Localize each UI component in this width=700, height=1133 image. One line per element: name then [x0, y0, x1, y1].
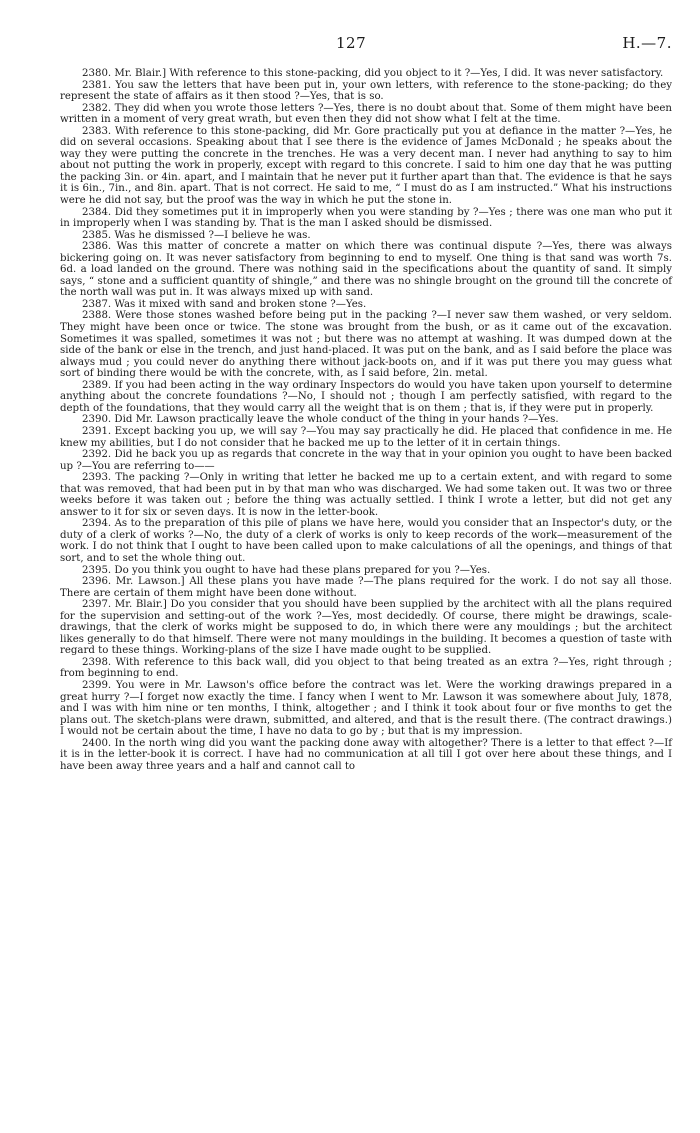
paragraph-2394: 2394. As to the preparation of this pile of plans we have here, would you consider that an Inspector's duty, or the duty of a clerk of works ?—No, the duty of a clerk of works is only to keep records of the work—measurement of the work. I do not think that I ought to have been called upon to make calculations of all the openings, and things of that sort, and to set the whole thing out. — [60, 518, 672, 564]
paragraph-2387: 2387. Was it mixed with sand and broken stone ?—Yes. — [82, 298, 367, 310]
testimony-text — [60, 68, 672, 772]
paragraph-2385: 2385. Was he dismissed ?—I believe he was. — [82, 229, 311, 241]
paragraph-2397: 2397. Mr. Blair.] Do you consider that you should have been supplied by the architect with all the plans required for the supervision and setting-out of the work ?—Yes, most decidedly. Of course, there might be drawings, scale-drawings, that the clerk of works might be supposed to do, in which there were any mouldings ; but the architect likes generally to do that himself. There were not many mouldings in the building. It becomes a question of taste with regard to these things. Working-plans of the size I have made ought to be supplied. — [60, 599, 672, 657]
paragraph-2389: 2389. If you had been acting in the way ordinary Inspectors do would you have taken upon yourself to determine anything about the concrete foundations ?—No, I should not ; though I am perfectly satisfied, with regard to the depth of the foundations, that they would carry all the weight that is on them ; that is, if they were put in properly. — [60, 379, 672, 414]
paragraph-2396: 2396. Mr. Lawson.] All these plans you have made ?—The plans required for the work. I do not say all those. There are certain of them might have been done without. — [60, 576, 672, 599]
page-number: 127 — [336, 34, 367, 52]
paragraph-2393: 2393. The packing ?—Only in writing that letter he backed me up to a certain extent, and with regard to some that was removed, that had been put in by that man who was discharged. We had some taken out. It was two or three weeks before it was taken out ; before the thing was actually settled. I think I wrote a letter, but did not get any answer to it for six or seven days. It is now in the letter-book. — [60, 472, 672, 518]
paragraph-2390: 2390. Did Mr. Lawson practically leave the whole conduct of the thing in your hands ?—Yes. — [82, 414, 559, 426]
paragraph-2386: 2386. Was this matter of concrete a matter on which there was continual dispute ?—Yes, there was always bickering going on. It was never satisfactory from beginning to end to myself. One thing is that sand was worth 7s. 6d. a load landed on the ground. There was nothing said in the specifications about the quantity of sand. It simply says, “ stone and a sufficient quantity of shingle,” and there was no shingle brought on the ground till the concrete of the north wall was put in. It was always mixed up with sand. — [60, 241, 672, 299]
paragraph-2381: 2381. You saw the letters that have been put in, your own letters, with reference to the stone-packing; do they represent the state of affairs as it then stood ?—Yes, that is so. — [60, 79, 672, 103]
paragraph-2392: 2392. Did he back you up as regards that concrete in the way that in your opinion you ought to have been backed up ?—You are referring to—— — [60, 449, 672, 472]
paragraph-2395: 2395. Do you think you ought to have had these plans prepared for you ?—Yes. — [82, 564, 491, 576]
paragraph-2391: 2391. Except backing you up, we will say ?—You may say practically he did. He placed that confidence in me. He knew my abilities, but I do not consider that he backed me up to the letter of it in certain things. — [60, 425, 672, 449]
paragraph-2383: 2383. With reference to this stone-packing, did Mr. Gore practically put you at defiance in the matter ?—Yes, he did on several occasions. Speaking about that I see there is the evidence of James McDonald ; he speaks about the way they were putting the concrete in the trenches. He was a very decent man. I never had anything to say to him about not putting the work in properly, except with regard to this concrete. I said to him one day that he was putting the packing 3in. or 4in. apart, and I maintain that he never put it further apart than that. The evidence is that he says it is 6in., 7in., and 8in. apart. That is not correct. He said to me, “ I must do as I am instructed.” What his instructions were he did not say, but the proof was the way in which he put the stone in. — [60, 125, 672, 207]
document-reference: H.—7. — [622, 34, 672, 52]
paragraph-2388: 2388. Were those stones washed before being put in the packing ?—I never saw them washed, or very seldom. They might have been once or twice. The stone was brought from the bush, or as it came out of the excavation. Sometimes it was spalled, sometimes it was not ; but there was no attempt at washing. It was dumped down at the side of the bank or else in the trench, and just hand-placed. It was put on the bank, and as I said before the place was always mud ; you could never do anything there without jack-boots on, and if it was put there you may guess what sort of binding there would be with the concrete, with, as I said before, 2in. metal. — [60, 310, 672, 380]
paragraph-2382: 2382. They did when you wrote those letters ?—Yes, there is no doubt about that. Some of them might have been written in a moment of very great wrath, but even then they did not show what I felt at the time. — [60, 102, 672, 126]
paragraph-2384: 2384. Did they sometimes put it in improperly when you were standing by ?—Yes ; there was one man who put it in improperly when I was standing by. That is the man I asked should be dismissed. — [60, 206, 672, 230]
paragraph-2380: 2380. Mr. Blair.] With reference to this stone-packing, did you object to it ?—Yes, I did. It was never satisfactory. — [82, 68, 664, 79]
paragraph-2400: 2400. In the north wing did you want the packing done away with altogether? There is a letter to that effect ?—If it is in the letter-book it is correct. I have had no communication at all till I got over here about these things, and I have been away three years and a half and cannot call to — [60, 737, 672, 772]
page-header — [60, 34, 680, 54]
paragraph-2399: 2399. You were in Mr. Lawson's office before the contract was let. Were the working drawings prepared in a great hurry ?—I forget now exactly the time. I fancy when I went to Mr. Lawson it was somewhere about July, 1878, and I was with him nine or ten months, I think, altogether ; and I think it took about four or five months to get the plans out. The sketch-plans were drawn, submitted, and altered, and that is the result there. (The contract drawings.) I would not be certain about the time, I have no data to go by ; but that is my impression. — [60, 679, 672, 738]
paragraph-2398: 2398. With reference to this back wall, did you object to that being treated as an extra ?—Yes, right through ; from beginning to end. — [60, 656, 672, 680]
